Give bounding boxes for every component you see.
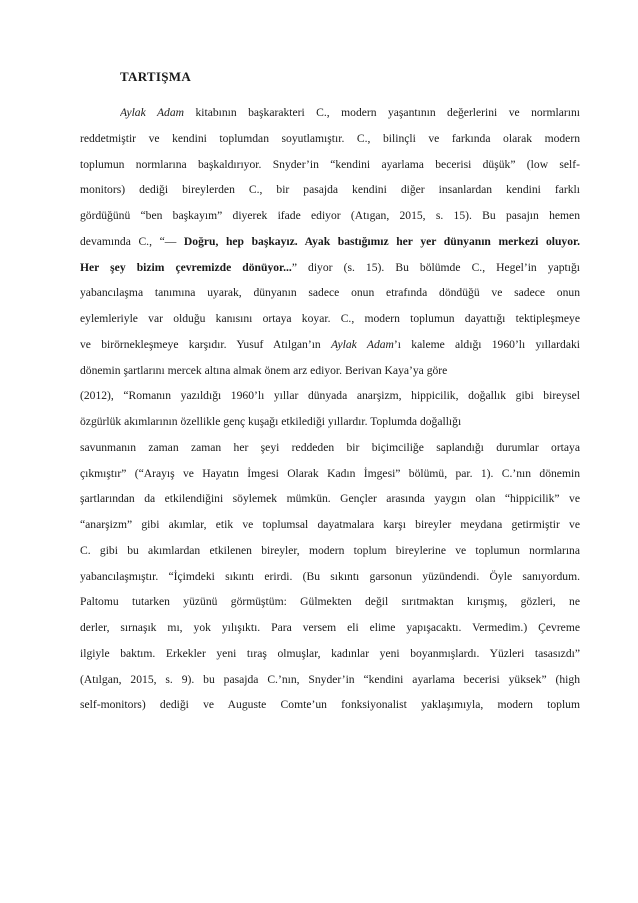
text-segment: self-monitors) dediği ve Auguste Comte’un fonksiyonalist yaklaşımıyla, modern toplum xyxy=(80,698,580,712)
text-line xyxy=(80,364,580,378)
text-line xyxy=(80,338,580,352)
text-segment: derler, sırnaşık mı, yok yılışıktı. Para versem eli elime yapışacaktı. Vermedim.) Çevreme xyxy=(80,621,580,634)
text-segment: ve birörnekleşmeye karşıdır. Yusuf Atılgan’ın xyxy=(80,337,332,351)
text-line xyxy=(120,106,580,120)
text-line xyxy=(80,183,580,197)
italic-text: Aylak Adam xyxy=(120,106,185,119)
text-segment: yabancılaşma tanımına uyarak, dünyanın sadece onun etrafında döndüğü ve sadece onun xyxy=(80,286,580,300)
text-segment: “anarşizm” gibi akımlar, etik ve toplumsal dayatmalara karşı bireyler meydana getirmiştir ve xyxy=(80,518,580,531)
text-line xyxy=(80,647,580,661)
text-line xyxy=(80,235,580,249)
text-segment: şartlarından da etkilendiğini söylemek mümkün. Gençler arasında yaygın olan “hippicilik” ve xyxy=(80,492,580,506)
text-segment: toplumun normlarına başkaldırıyor. Snyder’in “kendini ayarlama becerisi düşük” (low self- xyxy=(80,157,580,171)
text-line xyxy=(80,132,580,146)
text-line xyxy=(80,518,580,532)
text-segment: özgürlük akımlarının özellikle genç kuşağı etkilediği yıllardır. Toplumda doğallığı xyxy=(80,415,462,428)
section-heading: TARTIŞMA xyxy=(120,69,192,84)
text-segment: C. gibi bu akımlardan etkilenen bireyler, modern toplum bireylerine ve toplumun normlarına xyxy=(80,543,580,557)
text-line xyxy=(80,570,580,584)
text-line xyxy=(80,544,580,558)
text-line xyxy=(80,698,580,712)
bold-text: Doğru, hep başkayız. Ayak bastığımız her yer dünyanın merkezi oluyor. xyxy=(183,234,580,248)
text-segment: Paltomu tutarken yüzünü görmüştüm: Gülmekten değil sırıtmaktan kırışmış, gözleri, ne xyxy=(80,595,580,609)
text-segment: yabancılaşmıştır. “İçimdeki sıkıntı erirdi. (Bu sıkıntı garsonun yüzündendi. Öyle sanıyordum. xyxy=(80,569,580,583)
text-line xyxy=(80,261,580,275)
text-line xyxy=(80,312,580,326)
text-segment: ilgiyle baktım. Erkekler yeni tıraş olmuşlar, kadınlar yeni boyanmışlardı. Yüzleri tasasızdı” xyxy=(80,646,580,660)
text-line xyxy=(80,621,580,635)
text-segment: ’ı kaleme aldığı 1960’lı yıllardaki xyxy=(393,337,580,351)
text-line xyxy=(80,415,580,429)
text-segment: (Atılgan, 2015, s. 9). bu pasajda C.’nın, Snyder’in “kendini ayarlama becerisi yüksek” (high xyxy=(80,672,580,686)
text-line xyxy=(80,441,580,455)
text-segment: ” diyor (s. 15). Bu bölümde C., Hegel’in yaptığı xyxy=(291,260,580,274)
text-line xyxy=(80,389,580,403)
text-segment: çıkmıştır” (“Arayış ve Hayatın İmgesi Olarak Kadın İmgesi” bölümü, par. 1). C.’nın dönemin xyxy=(80,466,580,480)
text-line xyxy=(80,158,580,172)
text-line xyxy=(80,673,580,687)
text-line xyxy=(80,595,580,609)
text-segment: dönemin şartlarını mercek altına almak önem arz ediyor. Berivan Kaya’ya göre xyxy=(80,363,448,377)
text-segment: devamında C., “— xyxy=(80,234,184,248)
text-segment: (2012), “Romanın yazıldığı 1960’lı yıllar dünyada anarşizm, hippicilik, doğallık gibi bireysel xyxy=(80,389,580,403)
text-segment: gördüğünü “ben başkayım” diyerek ifade ediyor (Atıgan, 2015, s. 15). Bu pasajın hemen xyxy=(80,209,580,222)
text-line xyxy=(80,286,580,300)
text-segment: reddetmiştir ve kendini toplumdan soyutlamıştır. C., bilinçli ve farkında olarak modern xyxy=(80,131,580,145)
text-line xyxy=(80,209,580,223)
text-line xyxy=(80,467,580,481)
text-segment: monitors) dediği bireylerden C., bir pasajda kendini diğer insanlardan kendini farklı xyxy=(80,183,580,197)
text-segment: eylemleriyle var olduğu kanısını ortaya koyar. C., modern toplumun dayattığı tektipleşmeye xyxy=(80,312,580,325)
text-segment: kitabının başkarakteri C., modern yaşantının değerlerini ve normlarını xyxy=(184,106,580,119)
text-line xyxy=(80,492,580,506)
bold-text: Her şey bizim çevremizde dönüyor... xyxy=(80,260,292,274)
italic-text: Aylak Adam xyxy=(331,337,394,351)
text-segment: savunmanın zaman zaman her şeyi reddeden bir biçimciliğe saplandığı durumlar ortaya xyxy=(80,440,580,454)
